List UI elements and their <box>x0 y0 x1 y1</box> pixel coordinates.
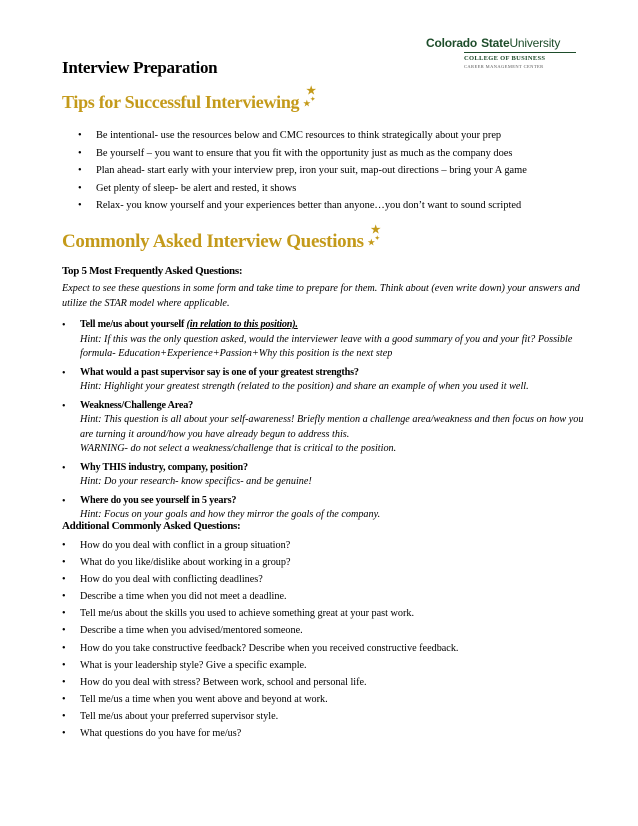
question-title <box>80 494 380 509</box>
list-item <box>62 605 582 622</box>
question-hint: Hint: Do your research- know specifics- and be genuine! <box>80 476 312 487</box>
csu-logo <box>426 36 576 69</box>
logo-divider <box>464 52 576 53</box>
bullet-icon: • <box>62 608 66 620</box>
list-item <box>78 197 598 215</box>
question-title-extra: (in relation to this position). <box>186 319 298 330</box>
tip-text: Be yourself – you want to ensure that you fit with the opportunity just as much as the company does <box>96 147 513 159</box>
question-text: How do you deal with stress? Between work, school and personal life. <box>80 676 367 688</box>
question-body <box>80 399 592 457</box>
question-item <box>62 318 592 362</box>
top5-intro: Expect to see these questions in some form and take time to prepare for them. Think about (even write down) your answers and utilize the STAR model where applicable. <box>62 283 580 309</box>
list-item <box>78 162 598 180</box>
list-item <box>62 622 582 639</box>
tip-text: Relax- you know yourself and your experiences better than anyone…you don’t want to sound scripted <box>96 200 522 212</box>
bullet-icon: • <box>62 495 66 507</box>
additional-list <box>62 537 582 742</box>
bullet-icon: • <box>78 182 82 194</box>
top5-list <box>62 318 592 527</box>
questions-heading: Commonly Asked Interview Questions ★ ✦ ★ <box>62 224 381 252</box>
question-title-text: Where do you see yourself in 5 years? <box>80 494 237 506</box>
list-item <box>62 657 582 674</box>
page-title: Interview Preparation <box>62 58 218 77</box>
question-hint: Hint: Focus on your goals and how they mirror the goals of the company. <box>80 509 381 520</box>
tips-list <box>78 127 598 215</box>
question-body <box>80 366 529 395</box>
question-text: How do you take constructive feedback? Describe when you received constructive feedback. <box>80 642 459 654</box>
question-body <box>80 318 592 362</box>
list-item <box>62 708 582 725</box>
list-item <box>62 640 582 657</box>
tip-text: Plan ahead- start early with your interview prep, iron your suit, map-out directions – bring your A game <box>96 165 527 177</box>
question-text: How do you deal with conflicting deadlines? <box>80 574 263 586</box>
question-title-text: Tell me/us about yourself <box>80 319 185 330</box>
question-text: Describe a time when you did not meet a deadline. <box>80 591 287 603</box>
bullet-icon: • <box>78 165 82 177</box>
bullet-icon: • <box>62 710 66 722</box>
logo-center: CAREER MANAGEMENT CENTER <box>464 64 544 69</box>
question-title-text: Weakness/Challenge Area? <box>80 399 194 411</box>
question-text: What is your leadership style? Give a specific example. <box>80 659 307 671</box>
question-text: Tell me/us a time when you went above and beyond at work. <box>80 693 328 705</box>
list-item <box>62 571 582 588</box>
question-title-text: Why THIS industry, company, position? <box>80 461 248 473</box>
list-item <box>62 691 582 708</box>
top5-heading: Top 5 Most Frequently Asked Questions: <box>62 265 243 277</box>
question-item <box>62 461 592 490</box>
bullet-icon: • <box>62 367 66 379</box>
bullet-icon: • <box>62 642 66 654</box>
question-hint: Hint: If this was the only question asked, would the interviewer leave with a good summary of you and your fit? Possible formula- Education+Experience+Passion+Why this position is the next step <box>80 333 573 359</box>
bullet-icon: • <box>62 574 66 586</box>
list-item <box>62 588 582 605</box>
bullet-icon: • <box>62 676 66 688</box>
stars-icon: ★ ✦ ★ <box>367 224 381 247</box>
bullet-icon: • <box>62 591 66 603</box>
question-text: What do you like/dislike about working in a group? <box>80 557 291 569</box>
question-text: What questions do you have for me/us? <box>80 728 242 740</box>
question-title <box>80 366 529 381</box>
question-warning: WARNING- do not select a weakness/challenge that is critical to the position. <box>80 443 397 454</box>
question-text: Tell me/us about the skills you used to achieve something great at your past work. <box>80 608 414 620</box>
additional-heading: Additional Commonly Asked Questions: <box>62 520 241 532</box>
bullet-icon: • <box>78 130 82 141</box>
question-text: Describe a time when you advised/mentored someone. <box>80 625 303 637</box>
question-body <box>80 494 380 523</box>
bullet-icon: • <box>62 693 66 705</box>
list-item <box>78 180 598 198</box>
question-text: Tell me/us about your preferred supervisor style. <box>80 710 279 722</box>
list-item <box>62 725 582 742</box>
bullet-icon: • <box>62 557 66 569</box>
bullet-icon: • <box>62 540 66 551</box>
question-body <box>80 461 312 490</box>
bullet-icon: • <box>78 200 82 212</box>
tip-text: Get plenty of sleep- be alert and rested, it shows <box>96 182 297 194</box>
bullet-icon: • <box>62 400 66 412</box>
bullet-icon: • <box>62 659 66 671</box>
list-item <box>62 537 582 554</box>
question-text: How do you deal with conflict in a group situation? <box>80 540 291 551</box>
question-title-text: What would a past supervisor say is one of your greatest strengths? <box>80 366 359 378</box>
question-item <box>62 366 592 395</box>
question-hint: Hint: Highlight your greatest strength (related to the position) and share an example of when you used it well. <box>80 381 529 392</box>
tip-text: Be intentional- use the resources below and CMC resources to think strategically about your prep <box>96 130 502 141</box>
logo-wordmark: Colorado State University <box>426 36 561 50</box>
stars-icon: ★ ✦ ★ <box>303 85 316 108</box>
list-item <box>62 554 582 571</box>
bullet-icon: • <box>78 147 82 159</box>
question-title <box>80 399 592 414</box>
question-title <box>80 318 592 333</box>
question-title <box>80 461 312 476</box>
question-hint: Hint: This question is all about your self-awareness! Briefly mention a challenge area/weakness and then focus on how you are turning it around/how you have already begun to address this. <box>80 414 584 440</box>
tips-heading: Tips for Successful Interviewing ★ ✦ ★ <box>62 85 316 112</box>
list-item <box>78 127 598 145</box>
bullet-icon: • <box>62 320 66 331</box>
logo-college: COLLEGE OF BUSINESS <box>464 55 546 62</box>
bullet-icon: • <box>62 462 66 474</box>
bullet-icon: • <box>62 625 66 637</box>
bullet-icon: • <box>62 728 66 740</box>
question-item <box>62 399 592 457</box>
list-item <box>78 145 598 163</box>
list-item <box>62 674 582 691</box>
question-item <box>62 494 592 523</box>
